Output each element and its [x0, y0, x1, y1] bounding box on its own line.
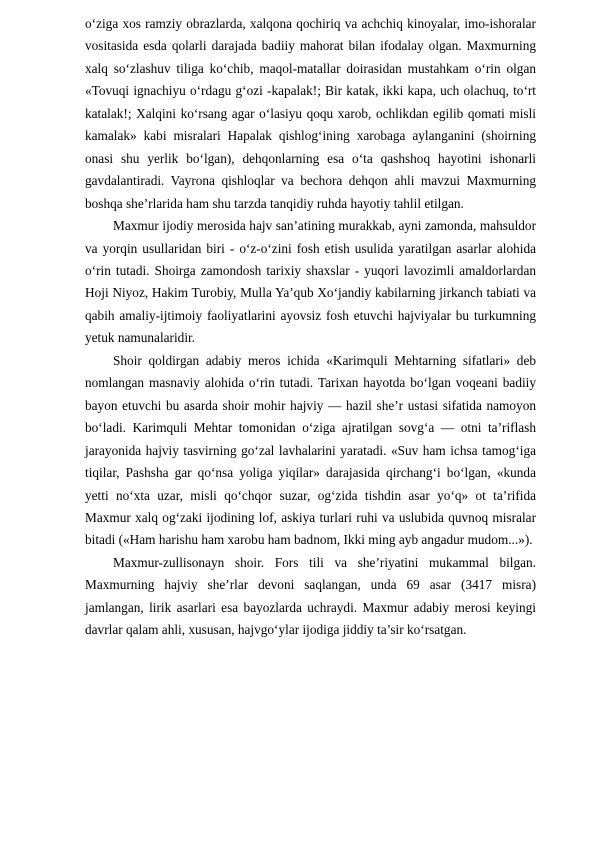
paragraph-4 [85, 552, 536, 642]
body-text [85, 13, 536, 642]
paragraph-2 [85, 215, 536, 350]
paragraph-2-text: Maxmur ijodiy merosida hajv san’atining murakkab, ayni zamonda, mahsuldor va yorqin usullaridan biri - o‘z-o‘zini fosh etish usulida yaratilgan asarlar alohida o‘rin tutadi. Shoirga zamondosh tarixiy shaxslar - yuqori lavozimli amaldorlardan Hoji Niyoz, Hakim Turobiy, Mulla Ya’qub Xo‘jandiy kabilarning jirkanch tabiati va qabih amaliy-ijtimoiy faoliyatlarini ayovsiz fosh etuvchi hajviyalar bu turkumning yetuk namunalaridir. [85, 218, 536, 346]
paragraph-3 [85, 350, 536, 552]
paragraph-1-text: o‘ziga xos ramziy obrazlarda, xalqona qochiriq va achchiq kinoyalar, imo-ishoralar vositasida esda qolarli darajada badiiy mahorat bilan ifodalay olgan. Maxmurning xalq so‘zlashuv tiliga ko‘chib, maqol-matallar doirasidan mustahkam o‘rin olgan «Tovuqi ignachiyu o‘rdagu g‘ozi -kapalak!; Bir katak, ikki kapa, uch olachuq, to‘rt katalak!; Xalqini ko‘rsang agar o‘lasiyu qoqu xarob, ochlikdan egilib qomati misli kamalak» kabi misralari Hapalak qishlog‘ining xarobaga aylanganini (shoirning onasi shu yerlik bo‘lgan), dehqonlarning esa o‘ta qashshoq hayotini ishonarli gavdalantiradi. Vayrona qishloqlar va bechora dehqon ahli mavzui Maxmurning boshqa she’rlarida ham shu tarzda tanqidiy ruhda hayotiy tahlil etilgan. [85, 16, 536, 211]
paragraph-4-text: Maxmur-zullisonayn shoir. Fors tili va she’riyatini mukammal bilgan. Maxmurning hajviy she’rlar devoni saqlangan, unda 69 asar (3417 misra) jamlangan, lirik asarlari esa bayozlarda uchraydi. Maxmur adabiy merosi keyingi davrlar qalam ahli, xususan, hajvgo‘ylar ijodiga jiddiy ta’sir ko‘rsatgan. [85, 554, 536, 638]
paragraph-3-text: Shoir qoldirgan adabiy meros ichida «Karimquli Mehtarning sifatlari» deb nomlangan masnaviy alohida o‘rin tutadi. Tarixan hayotda bo‘lgan voqeani badiiy bayon etuvchi bu asarda shoir mohir hajviy — hazil she’r ustasi sifatida namoyon bo‘ladi. Karimquli Mehtar tomonidan o‘ziga ajratilgan sovg‘a — otni ta’riflash jarayonida hajviy tasvirning go‘zal lavhalarini yaratadi. «Suv ham ichsa tamog‘iga tiqilar, Pashsha gar qo‘nsa yoliga yiqilar» darajasida qirchang‘i bo‘lgan, «kunda yetti no‘xta uzar, misli qo‘chqor suzar, og‘zida tishdin asar yo‘q» ot ta’rifida Maxmur xalq og‘zaki ijodining lof, askiya turlari ruhi va uslubida quvnoq misralar bitadi («Ham harishu ham xarobu ham badnom, Ikki ming ayb angadur mudom...»). [85, 352, 536, 548]
paragraph-1 [85, 13, 536, 215]
